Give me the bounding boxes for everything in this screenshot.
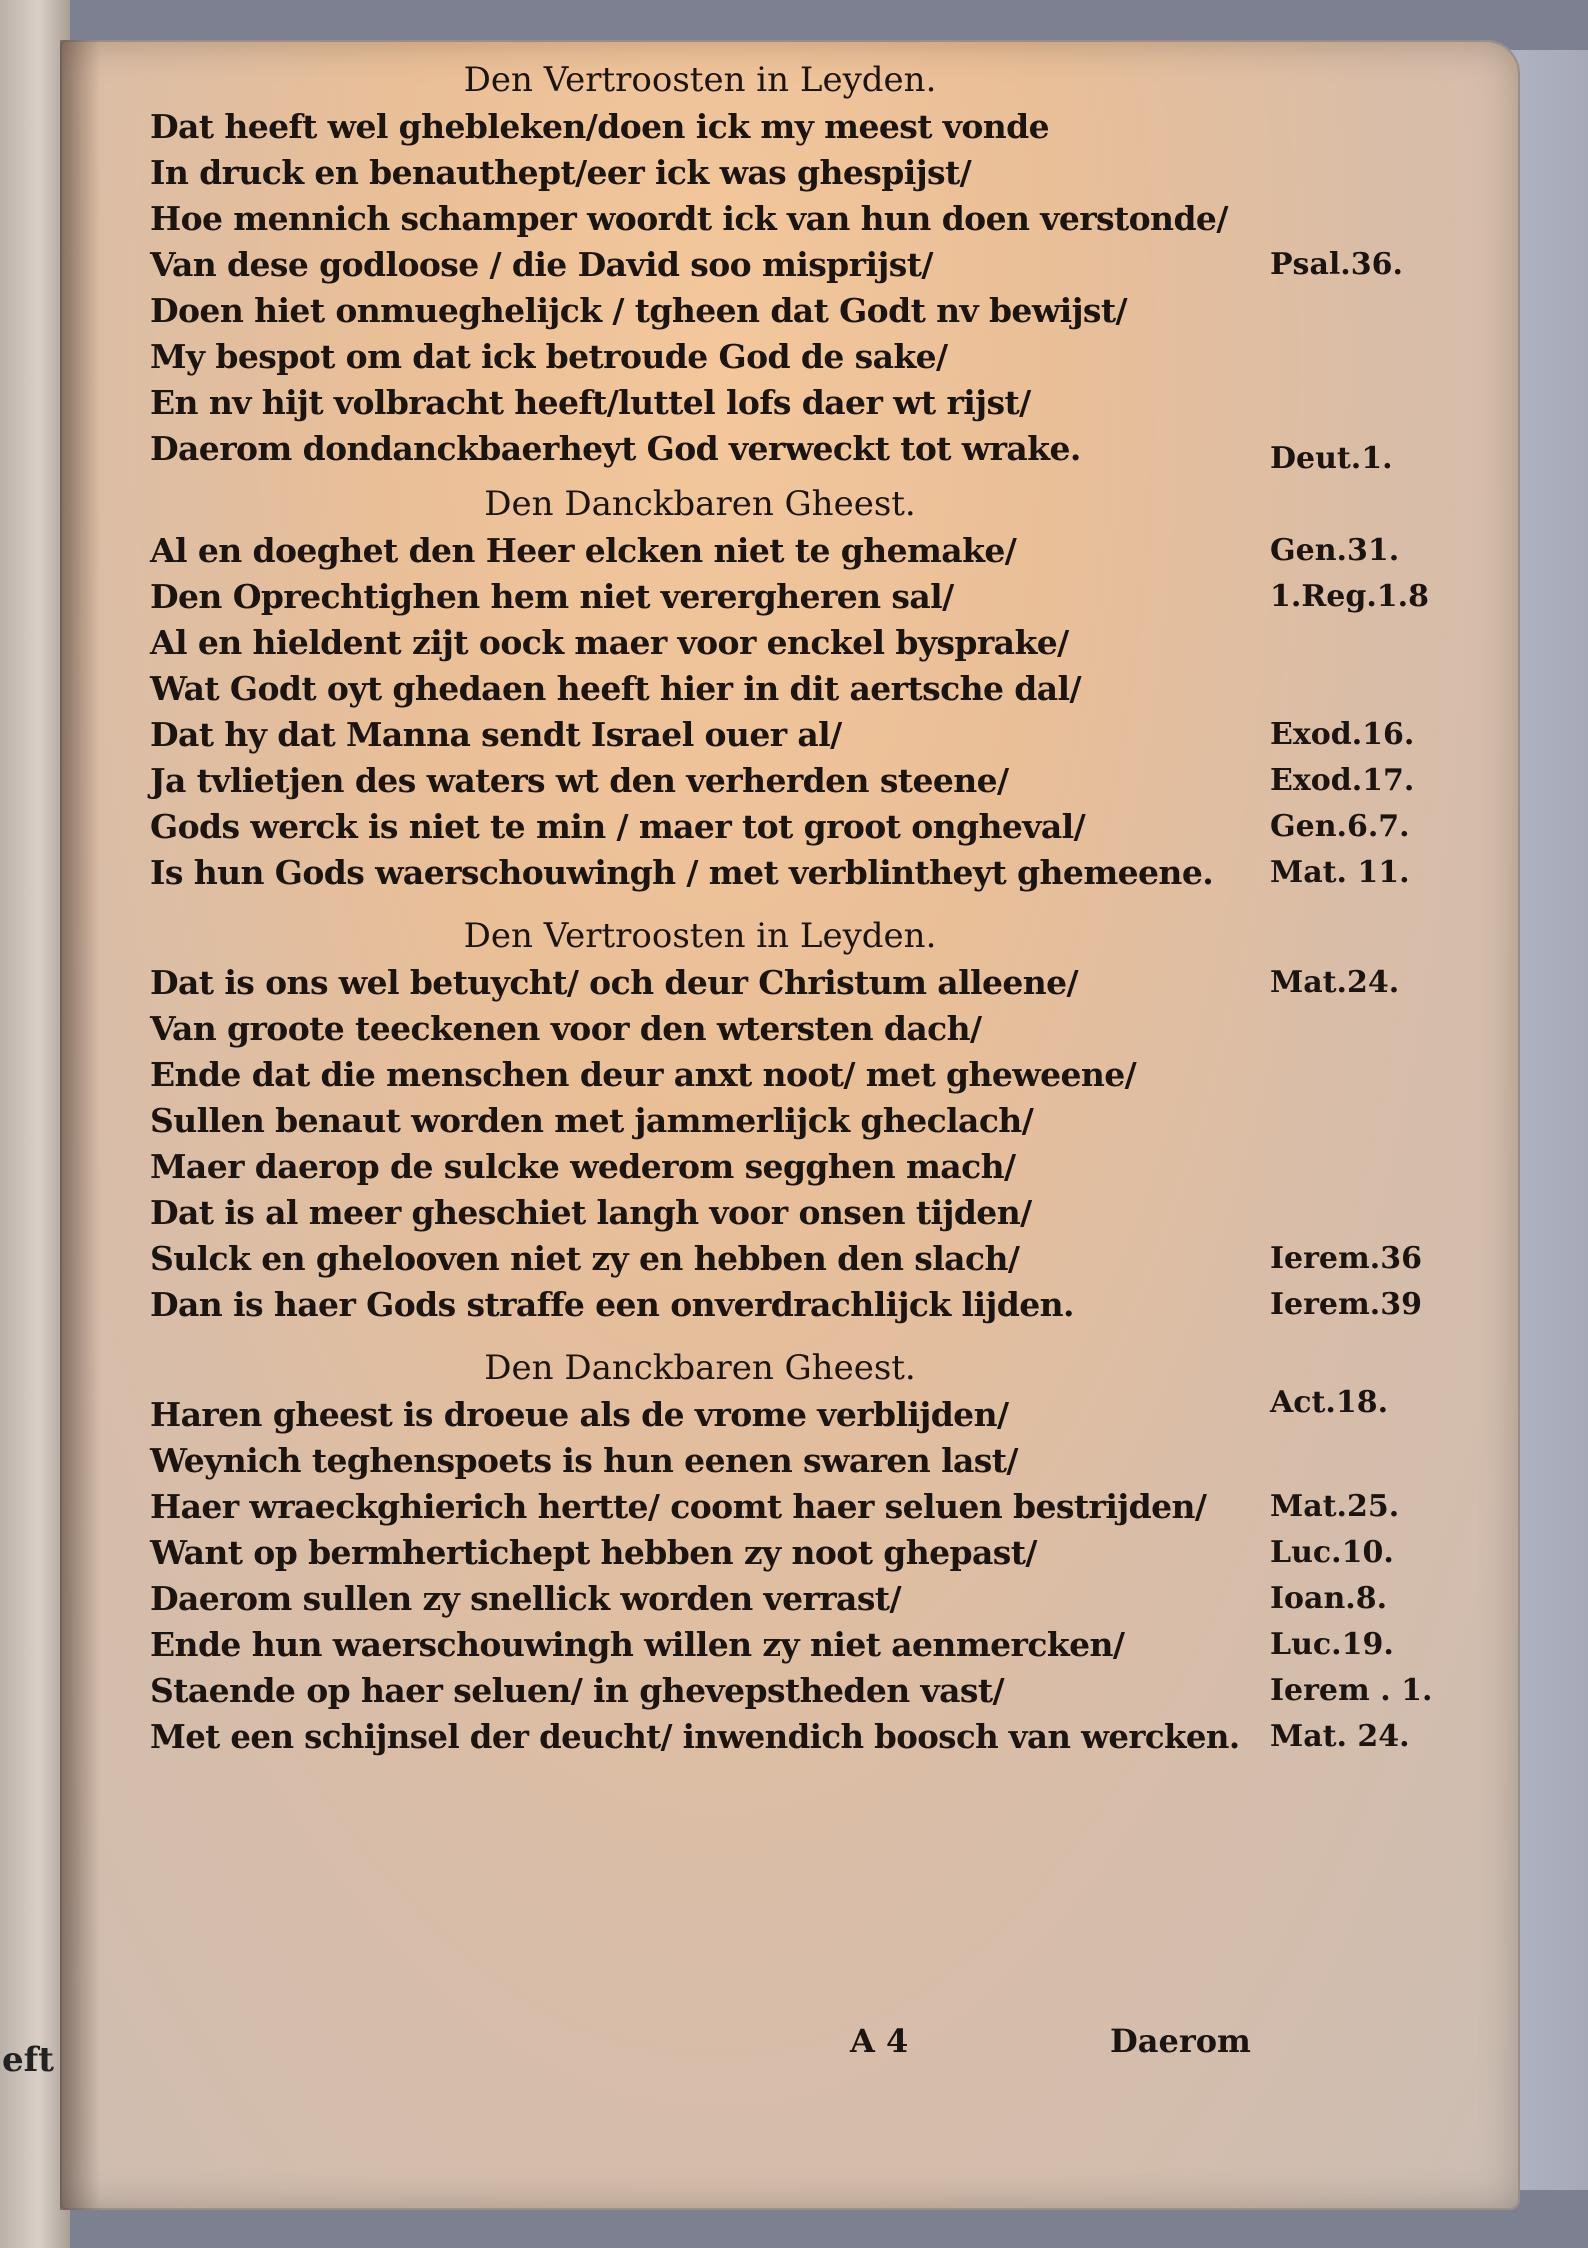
verse-text: My bespot om dat ick betroude God de sake/ [150, 337, 948, 376]
verse-line [150, 850, 1440, 896]
verse-line [150, 1006, 1440, 1052]
margin-reference: Act.18. [1270, 1385, 1389, 1420]
verse-line [150, 334, 1440, 380]
margin-reference: Gen.6.7. [1270, 809, 1410, 844]
verse-text: Dat is ons wel betuycht/ och deur Christum alleene/ [150, 963, 1078, 1002]
stanza-3 [150, 912, 1440, 1328]
verse-line [150, 242, 1440, 288]
verse-line [150, 1385, 1440, 1438]
verse-text: Daerom sullen zy snellick worden verrast/ [150, 1579, 901, 1618]
left-page-fragment: eft [2, 2040, 54, 2080]
verse-line [150, 426, 1440, 476]
verse-line [150, 196, 1440, 242]
verse-text: In druck en benauthept/eer ick was ghespijst/ [150, 153, 972, 192]
margin-reference: Ierem.39 [1270, 1287, 1422, 1322]
verse-text: Dat hy dat Manna sendt Israel ouer al/ [150, 715, 842, 754]
verse-line [150, 1530, 1440, 1576]
stanza-heading: Den Vertroosten in Leyden. [463, 916, 937, 956]
verse-text: Haren gheest is droeue als de vrome verblijden/ [150, 1395, 1009, 1434]
verse-text: Met een schijnsel der deucht/ inwendich boosch van wercken. [150, 1717, 1240, 1756]
signature-mark: A 4 [850, 2022, 909, 2060]
verse-line [150, 620, 1440, 666]
verse-text: Ende hun waerschouwingh willen zy niet aenmercken/ [150, 1625, 1125, 1664]
stanza-1 [150, 56, 1440, 476]
verse-text: Dat is al meer gheschiet langh voor onsen tijden/ [150, 1193, 1032, 1232]
margin-reference: Exod.17. [1270, 763, 1415, 798]
verse-text: Van groote teeckenen voor den wtersten dach/ [150, 1009, 982, 1048]
stanza-heading: Den Danckbaren Gheest. [484, 1348, 916, 1388]
verse-text: Den Oprechtighen hem niet verergheren sal/ [150, 577, 954, 616]
page-content [150, 56, 1440, 2060]
verse-line [150, 528, 1440, 574]
verse-text: Dan is haer Gods straffe een onverdrachlijck lijden. [150, 1285, 1074, 1324]
margin-reference: 1.Reg.1.8 [1270, 579, 1429, 614]
margin-reference: Mat. 11. [1270, 855, 1410, 890]
verse-text: Doen hiet onmueghelijck / tgheen dat Godt nv bewijst/ [150, 291, 1127, 330]
verse-text: Haer wraeckghierich hertte/ coomt haer seluen bestrijden/ [150, 1487, 1207, 1526]
verse-line [150, 1236, 1440, 1282]
margin-reference: Exod.16. [1270, 717, 1415, 752]
verse-text: Sulck en ghelooven niet zy en hebben den slach/ [150, 1239, 1020, 1278]
verse-line [150, 150, 1440, 196]
verse-line [150, 1098, 1440, 1144]
page-footer [150, 2022, 1300, 2072]
verse-text: Al en hieldent zijt oock maer voor enckel bysprake/ [150, 623, 1069, 662]
verse-line [150, 1144, 1440, 1190]
verse-text: Hoe mennich schamper woordt ick van hun doen verstonde/ [150, 199, 1228, 238]
verse-text: Daerom dondanckbaerheyt God verweckt tot wrake. [150, 429, 1081, 468]
margin-reference: Ierem.36 [1270, 1241, 1422, 1276]
stanza-heading: Den Vertroosten in Leyden. [463, 60, 937, 100]
margin-reference: Luc.10. [1270, 1535, 1394, 1570]
verse-text: Gods werck is niet te min / maer tot groot ongheval/ [150, 807, 1086, 846]
verse-line [150, 1622, 1440, 1668]
verse-line [150, 758, 1440, 804]
margin-reference: Luc.19. [1270, 1627, 1394, 1662]
verse-text: Dat heeft wel ghebleken/doen ick my meest vonde [150, 107, 1050, 146]
verse-line [150, 960, 1440, 1006]
margin-reference: Ioan.8. [1270, 1581, 1388, 1616]
verse-text: Weynich teghenspoets is hun eenen swaren last/ [150, 1441, 1018, 1480]
verse-line [150, 1576, 1440, 1622]
margin-reference: Mat.24. [1270, 965, 1400, 1000]
verse-line [150, 1190, 1440, 1236]
verse-line [150, 1282, 1440, 1328]
margin-reference: Ierem . 1. [1270, 1673, 1433, 1708]
verse-text: En nv hijt volbracht heeft/luttel lofs daer wt rijst/ [150, 383, 1031, 422]
verse-line [150, 288, 1440, 334]
verse-text: Al en doeghet den Heer elcken niet te ghemake/ [150, 531, 1017, 570]
stanza-4 [150, 1344, 1440, 1760]
verse-text: Is hun Gods waerschouwingh / met verblintheyt ghemeene. [150, 853, 1214, 892]
verse-line [150, 104, 1440, 150]
stanza-heading: Den Danckbaren Gheest. [484, 484, 916, 524]
verse-text: Want op bermhertichept hebben zy noot ghepast/ [150, 1533, 1037, 1572]
verse-line [150, 1668, 1440, 1714]
verse-text: Sullen benaut worden met jammerlijck gheclach/ [150, 1101, 1034, 1140]
verse-text: Staende op haer seluen/ in ghevepstheden vast/ [150, 1671, 1004, 1710]
margin-reference: Psal.36. [1270, 247, 1403, 282]
verse-text: Maer daerop de sulcke wederom segghen mach/ [150, 1147, 1016, 1186]
verse-line [150, 574, 1440, 620]
verse-line [150, 666, 1440, 712]
verse-line [150, 1438, 1440, 1484]
margin-reference: Gen.31. [1270, 533, 1400, 568]
verse-line [150, 1052, 1440, 1098]
verse-line [150, 1714, 1440, 1760]
verse-line [150, 380, 1440, 426]
verse-line [150, 804, 1440, 850]
catchword: Daerom [1110, 2022, 1251, 2060]
verse-text: Ja tvlietjen des waters wt den verherden steene/ [150, 761, 1009, 800]
margin-reference: Mat. 24. [1270, 1719, 1410, 1754]
verse-text: Ende dat die menschen deur anxt noot/ met gheweene/ [150, 1055, 1137, 1094]
margin-reference: Mat.25. [1270, 1489, 1400, 1524]
gutter-shadow [60, 40, 100, 2210]
verse-text: Van dese godloose / die David soo misprijst/ [150, 245, 933, 284]
verse-line [150, 1484, 1440, 1530]
margin-reference: Deut.1. [1270, 441, 1393, 476]
verse-text: Wat Godt oyt ghedaen heeft hier in dit aertsche dal/ [150, 669, 1081, 708]
stanza-2 [150, 480, 1440, 896]
verse-line [150, 712, 1440, 758]
